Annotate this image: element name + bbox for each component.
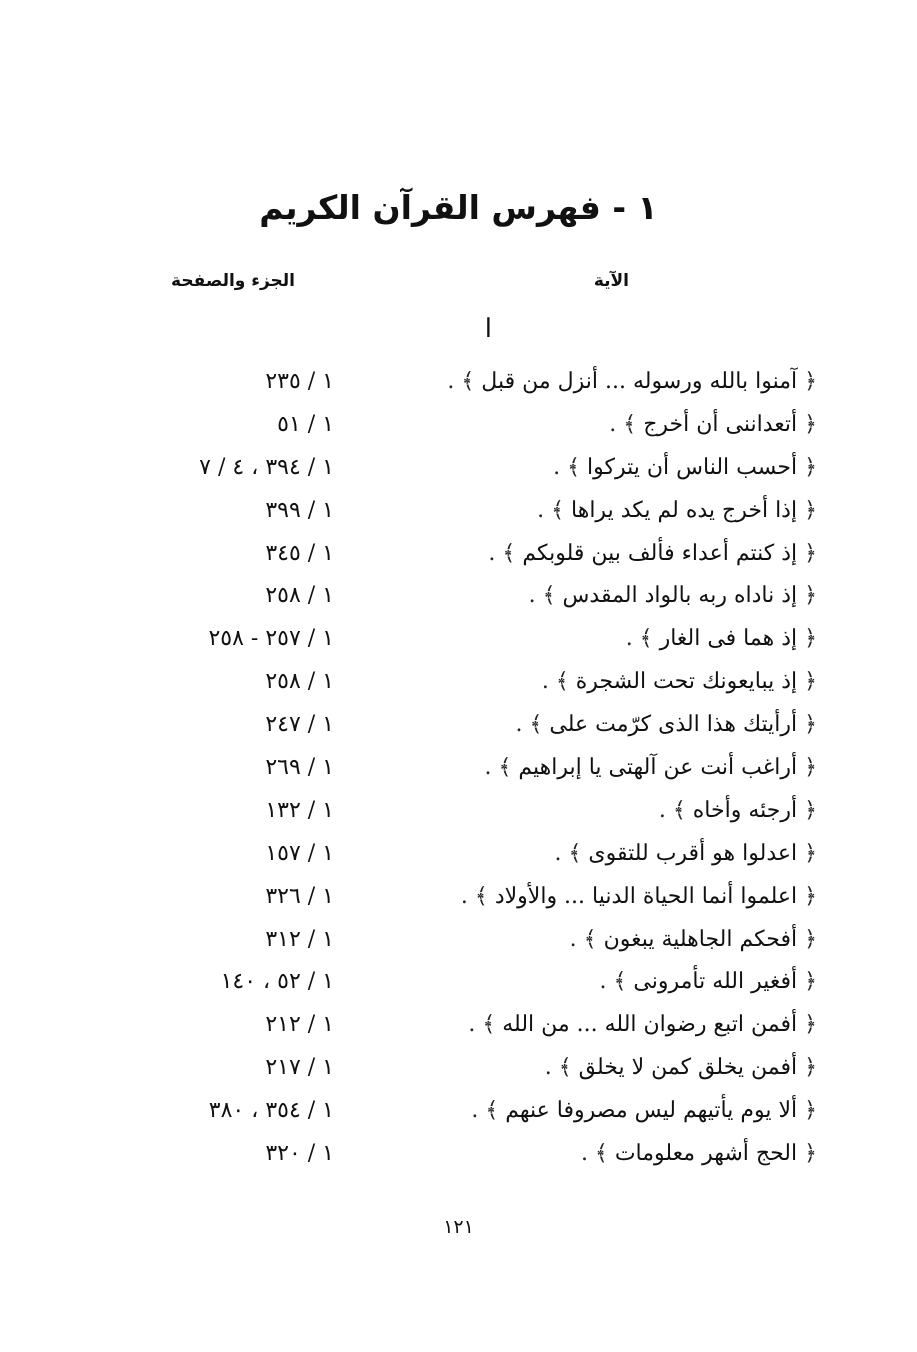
volume-page-reference: ١ / ١٣٢ [265,797,334,823]
volume-page-reference: ١ / ٢٥٨ [265,583,334,609]
verse-text [516,705,818,745]
close-bracket: ﴾ . [599,969,627,995]
volume-page-reference: ١ / ٢٥٧ - ٢٥٨ [208,626,334,652]
close-bracket: ﴾ . [658,797,686,823]
volume-page-reference: ١ / ٢١٧ [265,1055,334,1081]
verse-text [468,1005,817,1045]
index-entry [0,491,917,534]
volume-page-reference: ١ / ٢٥٨ [265,669,334,695]
verse-text [537,491,817,531]
verse-words: آمنوا بالله ورسوله ... أنزل من قبل [481,369,798,394]
verse-text [484,748,817,788]
page-number: ١٢١ [443,1216,474,1238]
index-entry [0,962,917,1005]
index-entry [0,920,917,963]
verse-text [553,448,817,488]
verse-words: اعلموا أنما الحياة الدنيا ... والأولاد [494,883,798,909]
open-bracket: ﴿ [804,669,817,695]
open-bracket: ﴿ [804,497,817,523]
index-entry [0,791,917,834]
index-entry [0,705,917,748]
verse-words: أفحكم الجاهلية يبغون [603,926,798,952]
close-bracket: ﴾ . [488,540,516,566]
open-bracket: ﴿ [804,926,817,952]
index-entry [0,1091,917,1134]
verse-words: إذ ناداه ربه بالواد المقدس [562,583,798,609]
index-entry [0,748,917,791]
verse-text [626,619,817,659]
index-entry [0,619,917,662]
verse-text [599,962,817,1002]
index-entry [0,834,917,877]
volume-page-reference: ١ / ٣٩٩ [265,497,334,523]
open-bracket: ﴿ [804,626,817,652]
close-bracket: ﴾ . [553,454,581,480]
verse-words: إذا أخرج يده لم يكد يراها [571,497,798,523]
verse-words: أفمن يخلق كمن لا يخلق [578,1055,798,1081]
index-entry [0,662,917,705]
volume-page-reference: ١ / ٣٢٦ [265,883,334,909]
verse-words: اعدلوا هو أقرب للتقوى [588,840,798,866]
close-bracket: ﴾ . [528,583,556,609]
open-bracket: ﴿ [804,797,817,823]
verse-words: ألا يوم يأتيهم ليس مصروفا عنهم [505,1098,798,1124]
close-bracket: ﴾ . [541,669,569,695]
verse-words: أراغب أنت عن آلهتى يا إبراهيم [518,755,798,781]
close-bracket: ﴾ . [609,411,637,437]
open-bracket: ﴿ [804,755,817,781]
page-title: ١ - فهرس القرآن الكريم [259,188,658,227]
open-bracket: ﴿ [804,583,817,609]
verse-text [542,662,817,702]
index-entry [0,1134,917,1177]
volume-page-reference: ١ / ٢٤٧ [265,712,334,738]
open-bracket: ﴿ [804,369,817,394]
reference-column-header: الجزء والصفحة [171,271,295,291]
verse-words: إذ هما فى الغار [659,626,798,652]
volume-page-reference: ١ / ٥٢ ، ١٤٠ [220,969,334,995]
index-entry [0,534,917,577]
open-bracket: ﴿ [804,540,817,566]
close-bracket: ﴾ . [484,755,512,781]
open-bracket: ﴿ [804,1098,817,1124]
verse-text [488,534,817,574]
volume-page-reference: ١ / ٣٤٥ [265,540,334,566]
verse-index-list [0,362,917,1177]
verse-words: أرجئه وأخاه [692,797,798,823]
index-entry [0,877,917,920]
verse-column-header: الآية [593,271,629,291]
open-bracket: ﴿ [804,1055,817,1081]
close-bracket: ﴾ . [569,926,597,952]
volume-page-reference: ١ / ١٥٧ [265,840,334,866]
volume-page-reference: ١ / ٣١٢ [265,926,334,952]
volume-page-reference: ١ / ٢١٢ [265,1012,334,1038]
open-bracket: ﴿ [804,454,817,480]
verse-text [554,834,817,874]
verse-text [659,791,817,831]
index-entry [0,405,917,448]
close-bracket: ﴾ . [580,1141,608,1167]
open-bracket: ﴿ [804,1141,817,1167]
verse-words: أفغير الله تأمرونى [633,969,798,995]
close-bracket: ﴾ . [544,1055,572,1081]
index-entry [0,362,917,405]
volume-page-reference: ١ / ٥١ [277,411,334,437]
close-bracket: ﴾ . [515,712,543,738]
verse-words: أتعداننى أن أخرج [643,411,798,437]
verse-words: أحسب الناس أن يتركوا [587,454,798,480]
open-bracket: ﴿ [804,411,817,437]
section-letter: ا [484,314,492,344]
verse-text [570,920,817,960]
index-entry [0,448,917,491]
close-bracket: ﴾ . [537,497,565,523]
close-bracket: ﴾ . [460,883,488,909]
verse-text [581,1134,817,1174]
verse-text [609,405,817,445]
open-bracket: ﴿ [804,712,817,738]
open-bracket: ﴿ [804,1012,817,1038]
verse-text [545,1048,817,1088]
verse-words: أرأيتك هذا الذى كرّمت على [549,712,798,738]
verse-text [447,362,817,402]
volume-page-reference: ١ / ٣٥٤ ، ٣٨٠ [208,1098,334,1124]
open-bracket: ﴿ [804,883,817,909]
verse-words: أفمن اتبع رضوان الله ... من الله [502,1012,798,1038]
index-entry [0,1048,917,1091]
index-entry [0,1005,917,1048]
verse-words: إذ يبايعونك تحت الشجرة [575,669,798,695]
verse-text [461,877,817,917]
close-bracket: ﴾ . [554,840,582,866]
close-bracket: ﴾ . [468,1012,496,1038]
verse-words: إذ كنتم أعداء فألف بين قلوبكم [522,540,798,566]
index-entry [0,576,917,619]
verse-text [471,1091,817,1131]
close-bracket: ﴾ . [471,1098,499,1124]
close-bracket: ﴾ . [447,369,475,394]
verse-text [529,576,817,616]
volume-page-reference: ١ / ٢٣٥ [265,369,334,394]
volume-page-reference: ١ / ٣٩٤ ، ٤ / ٧ [199,454,334,480]
verse-words: الحج أشهر معلومات [614,1141,798,1167]
open-bracket: ﴿ [804,840,817,866]
open-bracket: ﴿ [804,969,817,995]
volume-page-reference: ١ / ٢٦٩ [265,755,334,781]
volume-page-reference: ١ / ٣٢٠ [265,1141,334,1167]
close-bracket: ﴾ . [625,626,653,652]
